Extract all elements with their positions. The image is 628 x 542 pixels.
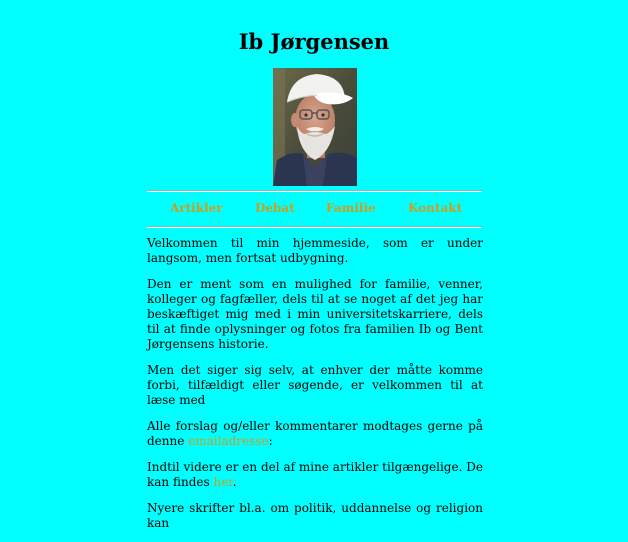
nav-link-artikler[interactable]: Artikler xyxy=(170,201,223,215)
nav-link-kontakt[interactable]: Kontakt xyxy=(408,201,463,215)
articles-text: Indtil videre er en del af mine artikler tilgængelige. De kan findes xyxy=(147,460,483,489)
portrait-photo xyxy=(273,68,357,186)
nav-link-debat[interactable]: Debat xyxy=(255,201,295,215)
page-title: Ib Jørgensen xyxy=(238,29,390,54)
welcome-paragraph: Velkommen til min hjemmeside, som er under langsom, men fortsat udbygning. xyxy=(147,236,483,265)
main-nav xyxy=(147,201,482,217)
articles-here-link[interactable]: her xyxy=(213,475,233,489)
feedback-text-end: : xyxy=(268,434,273,448)
articles-paragraph xyxy=(147,460,483,490)
main-content xyxy=(147,236,483,542)
feedback-paragraph xyxy=(147,419,483,449)
email-link[interactable]: emailadresse xyxy=(188,434,269,448)
nav-bottom-divider xyxy=(147,226,482,228)
nav-link-familie[interactable]: Familie xyxy=(326,201,376,215)
nav-top-divider xyxy=(147,190,482,192)
purpose-paragraph: Den er ment som en mulighed for familie, venner, kolleger og fagfæller, dels til at se noget af det jeg har beskæftiget mig med i min universitetskarriere, dels til at finde oplysninger og fotos fra familien Ib og Bent Jørgensens historie. xyxy=(147,277,483,351)
feedback-text: Alle forslag og/eller kommentarer modtages gerne på denne xyxy=(147,419,483,448)
newer-writings-paragraph: Nyere skrifter bl.a. om politik, uddannelse og religion kan xyxy=(147,501,483,530)
visitors-paragraph: Men det siger sig selv, at enhver der måtte komme forbi, tilfældigt eller søgende, er velkommen til at læse med xyxy=(147,363,483,407)
articles-text-end: . xyxy=(232,475,237,489)
